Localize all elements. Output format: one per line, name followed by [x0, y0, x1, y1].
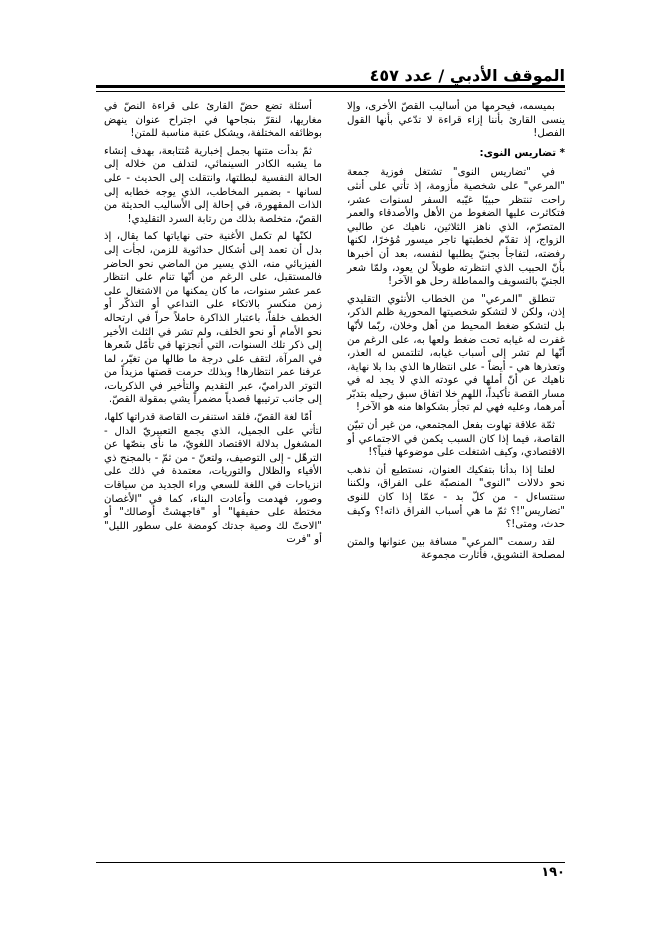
paragraph: ثمّ بدأت متنها بجمل إخبارية مُتتابعة، بهدف إنشاء ما يشبه الكادر السينمائي، لتدلف من خلاله إلى الحالة النفسية لبطلتها، وانتقلت إلى الحديث - على لسانها - بضمير المخاطب، الذي يوجه خطابه إلى الذات المقهورة، في إحالة إلى الأساليب الحديثة من القصّ، متخلصة بذلك من رتابة السرد التقليدي!: [104, 145, 322, 225]
left-column: [104, 100, 322, 852]
paragraph: أسئلة تضع حضّ القارئ على قراءة النصّ في مغاريها، لنقرّ بنجاحها في اجتراح عنوان ينهض بوظائفه المختلفة، ويشكل عتبة مناسبة للمتن!: [104, 101, 322, 140]
header-rule: [96, 85, 565, 88]
paragraph: في "تضاريس النوى" تشتغل فوزية جمعة "المرعي" على شخصية مأزومة، إذ تأتي على أنثى راحت تنتظر حبيبًا غيّبه السفر لسنوات عشر، فتكاثرت عليها الضغوط من الأهل والأصدقاء والعمر المتصرّم، الذي ناهز الثلاثين، ناهيك عن طالبي الزواج، إذ تقدّم لخطبتها تاجر ميسور مُؤخرًا، لكنها رفضته، لتفاجأ بجنيّ يطلبها لنفسه، بعد أن أخبرها بأنّ الحبيب الذي انتظرته طويلاً لن يعود، ولمّا شعر الجنيّ بالتسويف والمماطلة رحل هو الآخر!: [347, 167, 565, 288]
paragraph: بميسمه، فيحرمها من أساليب القصّ الأخرى، وإلا ينسى القارئ بأننا إزاء قراءة لا تدّعي بأنها القول الفصل!: [347, 101, 565, 140]
paragraph: ثمّة علاقة تهاوت بفعل المجتمعي، من غير أن تبيّن القاصة، فيما إذا كان السبب يكمن في الاجتماعي أو الاقتصادي، وكيف اشتغلت على موضوعها فنياً؟!: [347, 420, 565, 459]
text-columns: [104, 100, 565, 852]
page-header: [96, 54, 565, 88]
paragraph: تنطلق "المرعي" من الخطاب الأنثوي التقليدي إذن، ولكن لا لتشكو شخصيتها المحورية ظلم الذكر، بل لتشكو ضغط المحيط من أهل وخلان، ربّما لأنّها غفرت له غيابه تحت ضغط ولعها به، على الرغم من أنّها لم تشر إلى أسباب غيابه، لتلتمس له العذر، وتعذرها هي - أيضاً - على انتظارها الذي بدا بلا نهاية، ناهيك عن أنّ أملها في عودته الذي لا يجد له في مسار القصة تأكيداً، اللهم خلا اتفاق سبق رحيله بتدبّر أمرهما، وعليه فهي لم تجأر بشكواها منه هو الآخر!: [347, 293, 565, 414]
footer-rule: [96, 862, 565, 863]
paragraph: لعلنا إذا بدأنا بتفكيك العنوان، نستطيع أن نذهب نحو دلالات "النوى" المنصبّة على الفراق، ولكننا سنتساءل - من كلّ بد - عمّا إذا كان للنوى "تضاريس"!؟ ثمّ ما هي أسباب الفراق ذاته!؟ وكيف حدث، ومتى!؟: [347, 464, 565, 531]
paragraph: أمّا لغة القصّ، فلقد استنفرت القاصة قدراتها كلها، لتأتي على الجميل، الذي يجمع التعبيريّ الدال - المشغول بدلالة الاقتصاد اللغويّ، ما نأى بنصّها عن الترهّل - إلى التوصيف، ولتعنّ - من ثمّ - بالمجنح ذي الأفياء والظلال والتوريات، معتمدة في ذلك على انزياحات في اللغة للسعي وراء الجديد من سياقات وصور، فهدمت وأعادت البناء، كما في "الأغصان مختطة على حفيفها" أو "فاجهشتْ أوصالك" أو "الاحتّ لك وصية جدتك كومضة على سطور الليل" أو "فرت: [104, 412, 322, 546]
right-column: [347, 100, 565, 852]
header-rule-thin: [96, 91, 565, 92]
page-number: ١٩٠: [541, 865, 565, 880]
journal-title: الموقف الأدبي / عدد ٤٥٧: [369, 66, 565, 85]
section-heading: * تضاريس النوى:: [479, 147, 565, 159]
paragraph: لقد رسمت "المرعي" مسافة بين عنوانها والمتن لمصلحة التشويق، فأثارت مجموعة: [347, 536, 565, 562]
paragraph: لكنّها لم تكمل الأغنية حتى نهاياتها كما يقال، إذ بدل أن تعمد إلى أشكال حداثوية للزمن، لجأت إلى الفيزيائي منه، الذي يسير من الماضي نحو الحاضر فالمستقبل، على الرغم من أنّها تنام على انتظار عمر عشر سنوات، ما كان يمكنها من الاشتغال على زمن منكسر بالاتكاء على التداعي أو التذكّر أو الخطف خلفاً، باعتبار الذاكرة حاملاً حراً في ارتحاله نحو الأمام أو نحو الخلف، ولم تشر في الثلث الأخير إلى ذكر تلك السنوات، التي أنجزتها في تأمّل شَعرها في المرآة، لتقف على درجة ما طالها من تغيّر، لما عرفنا عمر انتظارها! وبذلك حرمت قصتها مزيداً من التوتر الدراميّ، عبر التقديم والتأخير في الذكريات، إلى جانب ترتيبها قصدياً مضمراً يشي بمقولة القصّ.: [104, 231, 322, 406]
page-footer: [96, 862, 565, 880]
